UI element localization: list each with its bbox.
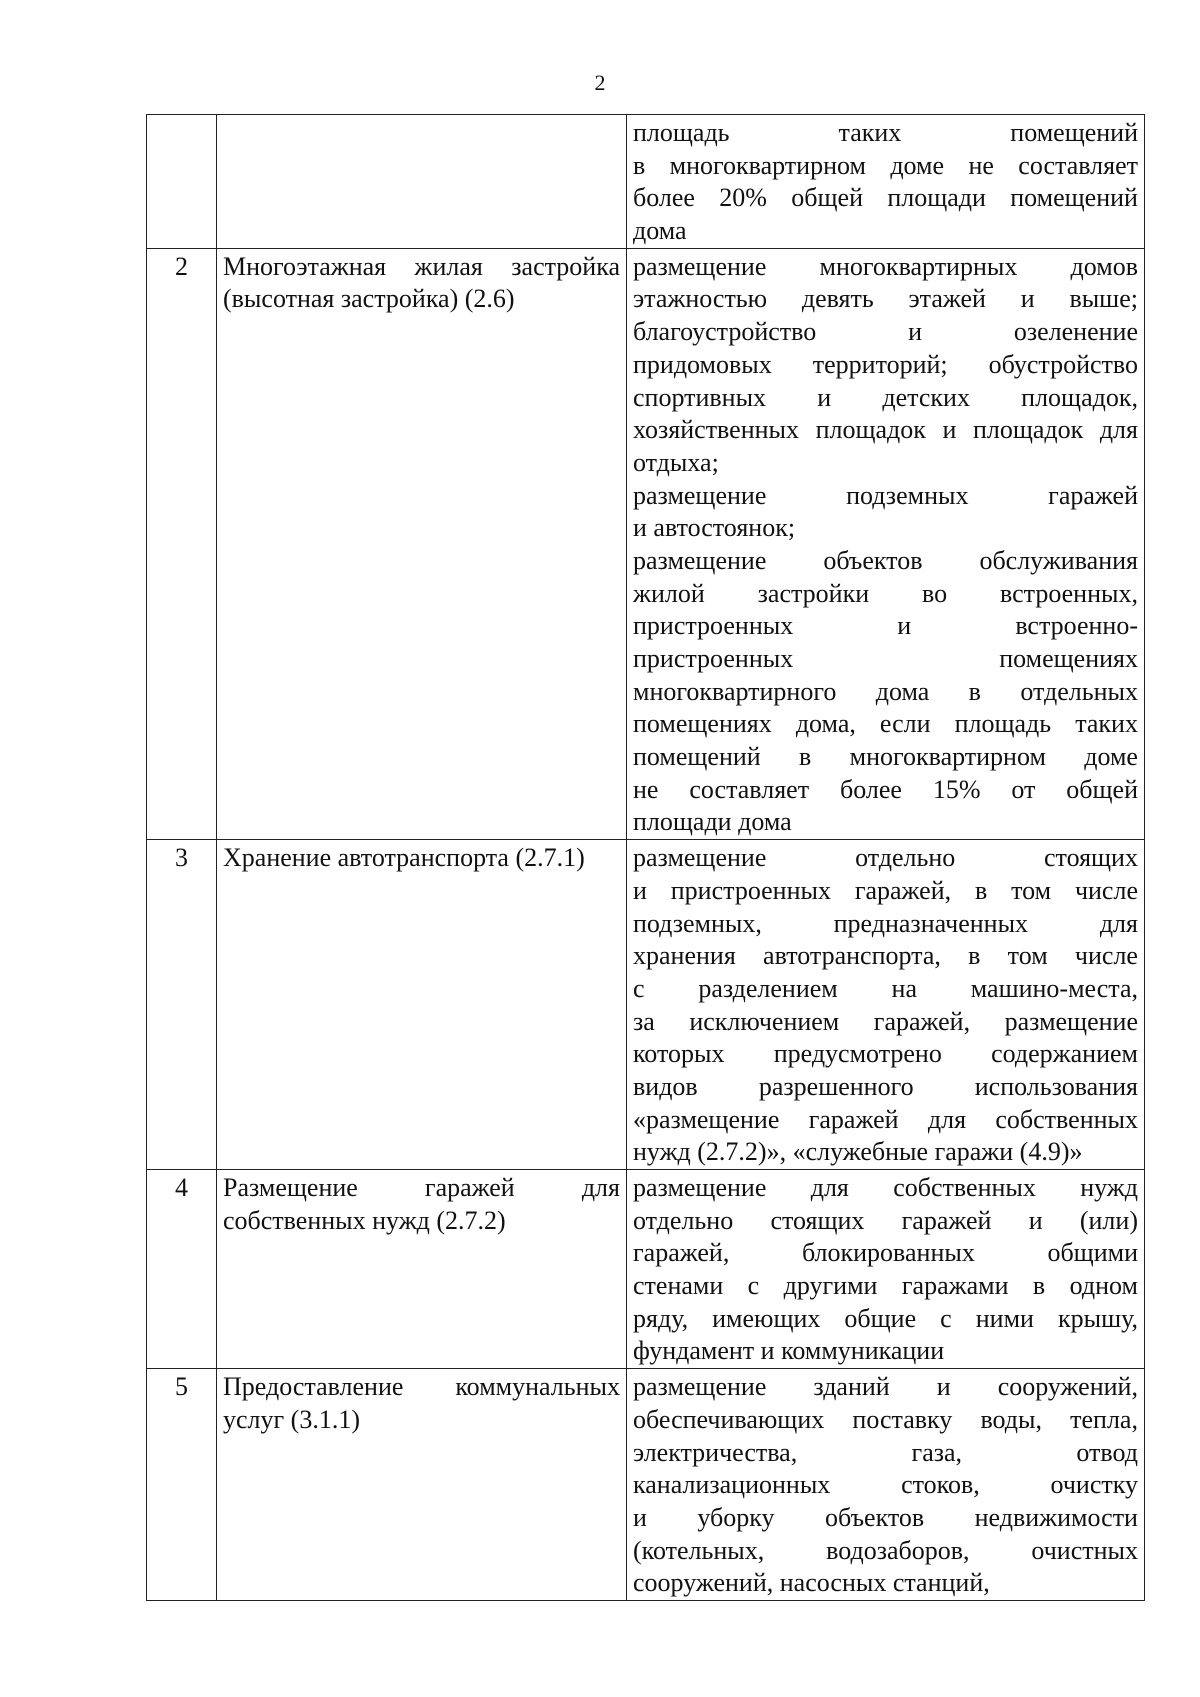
word: гаражей,	[633, 1238, 730, 1268]
land-use-type-name	[217, 840, 627, 1170]
word: гаражей	[808, 1104, 899, 1134]
text-line-content: и автостоянок;	[633, 513, 796, 543]
text-line	[633, 545, 1138, 578]
word: коммунальных	[455, 1372, 620, 1402]
word: очистку	[1050, 1470, 1138, 1500]
word: размещение	[633, 1173, 767, 1202]
word: составляет	[689, 774, 810, 804]
text-line	[223, 251, 620, 284]
text-line	[633, 215, 1138, 248]
word: на	[891, 973, 917, 1003]
word: стоков,	[901, 1470, 980, 1500]
word: (или)	[1079, 1205, 1138, 1235]
word: и	[1028, 1205, 1043, 1235]
word: за	[633, 1006, 655, 1036]
row-number	[147, 115, 217, 249]
land-use-description	[627, 1369, 1145, 1601]
word: водозаборов,	[826, 1535, 970, 1565]
word: недвижимости	[974, 1502, 1138, 1532]
word: размещение	[1004, 1006, 1138, 1036]
word: площадь	[633, 118, 730, 147]
word: обслуживания	[979, 545, 1138, 575]
word: помещений	[1010, 183, 1138, 213]
text-line	[633, 1469, 1138, 1502]
word: видов	[633, 1071, 698, 1101]
word: разрешенного	[758, 1071, 914, 1101]
text-line	[633, 1502, 1138, 1535]
word: помещений	[1010, 118, 1138, 147]
word: с	[940, 1303, 952, 1333]
word: обеспечивающих	[633, 1404, 825, 1434]
word: размещение	[633, 1372, 767, 1402]
word: собственных	[893, 1173, 1036, 1202]
word: блокированных	[801, 1238, 975, 1268]
row-number: 4	[147, 1170, 217, 1369]
word: объектов	[823, 545, 923, 575]
word: стоящих	[1044, 843, 1138, 873]
text-line	[633, 512, 1138, 545]
word: 20%	[719, 183, 767, 213]
word: для	[1099, 415, 1138, 445]
text-line	[633, 1371, 1138, 1404]
table-row	[147, 248, 1145, 839]
word: многоквартирном	[849, 742, 1046, 772]
word: размещение	[633, 545, 767, 575]
text-line	[633, 973, 1138, 1006]
word: содержанием	[991, 1039, 1138, 1069]
land-use-description	[627, 1170, 1145, 1369]
word: гаражей,	[873, 1006, 971, 1036]
word: этажей	[908, 284, 986, 314]
text-line	[633, 940, 1138, 973]
text-line	[633, 349, 1138, 382]
text-line	[633, 1303, 1138, 1336]
word: не	[968, 150, 994, 180]
word: для	[1099, 908, 1138, 938]
word: объектов	[825, 1502, 925, 1532]
text-line	[633, 842, 1138, 875]
word: крышу,	[1057, 1303, 1138, 1333]
word: одном	[1069, 1271, 1138, 1301]
text-line	[223, 283, 620, 316]
word: числе	[1074, 875, 1138, 905]
word: гаражей,	[854, 875, 952, 905]
word: помещениях	[633, 709, 772, 739]
text-line-content: (высотная застройка) (2.6)	[223, 284, 515, 314]
word: отдельно	[855, 843, 956, 873]
text-line	[633, 1567, 1138, 1600]
table-body	[147, 115, 1145, 1601]
text-line	[633, 610, 1138, 643]
word: многоквартирных	[819, 251, 1018, 281]
word: Предоставление	[223, 1372, 404, 1402]
word: уборку	[697, 1502, 775, 1532]
text-line	[633, 708, 1138, 741]
land-use-type-name	[217, 115, 627, 249]
word: общей	[791, 183, 863, 213]
word: с	[633, 973, 645, 1003]
word: для	[927, 1104, 967, 1134]
word: имеющих	[712, 1303, 821, 1333]
word: поставку	[852, 1404, 953, 1434]
row-number: 2	[147, 248, 217, 839]
word: и	[936, 1372, 951, 1402]
word: таких	[1075, 709, 1138, 739]
land-use-description	[627, 840, 1145, 1170]
word: общей	[1066, 774, 1138, 804]
word: озеленение	[1013, 317, 1138, 347]
word: благоустройство	[633, 317, 817, 347]
text-line	[633, 251, 1138, 284]
word: в	[799, 742, 812, 772]
word: отвод	[1076, 1437, 1138, 1467]
text-line	[633, 1038, 1138, 1071]
word: «размещение	[633, 1104, 780, 1134]
land-use-description	[627, 115, 1145, 249]
text-line	[633, 1136, 1138, 1169]
land-use-table	[146, 114, 1145, 1601]
word: и	[908, 317, 923, 347]
word: ними	[975, 1303, 1034, 1333]
word: жилой	[633, 578, 705, 608]
text-line	[633, 1437, 1138, 1470]
text-line	[633, 1071, 1138, 1104]
word: в	[633, 150, 646, 180]
word: и	[633, 1502, 647, 1532]
text-line	[633, 382, 1138, 415]
word: собственных	[995, 1104, 1138, 1134]
table-row	[147, 1170, 1145, 1369]
word: гаражей	[1048, 480, 1138, 510]
text-line-content: фундамент и коммуникации	[633, 1336, 945, 1366]
text-line	[633, 908, 1138, 941]
word: том	[1007, 941, 1048, 971]
word: хозяйственных	[633, 415, 800, 445]
word: девять	[801, 284, 874, 314]
word: пристроенных	[633, 611, 794, 641]
word: не	[633, 774, 659, 804]
text-line	[223, 1404, 620, 1437]
word: гаражами	[901, 1271, 1009, 1301]
text-line	[633, 676, 1138, 709]
word: зданий	[813, 1372, 890, 1402]
text-line	[633, 283, 1138, 316]
page-number: 2	[594, 70, 606, 95]
word: и	[1020, 284, 1035, 314]
word: жилая	[414, 251, 483, 281]
word: встроенно-	[1015, 611, 1138, 641]
word: размещение	[633, 480, 767, 510]
word: и	[633, 875, 647, 905]
word: предусмотрено	[773, 1039, 942, 1069]
word: отдельно	[633, 1205, 734, 1235]
word: площадок	[972, 415, 1084, 445]
text-line	[633, 578, 1138, 611]
text-line	[633, 447, 1138, 480]
word: сооружений,	[997, 1372, 1138, 1402]
text-line	[223, 1205, 620, 1238]
text-line-content: Хранение автотранспорта (2.7.1)	[223, 843, 585, 873]
word: в	[1032, 1271, 1046, 1301]
word: помещений	[633, 742, 761, 772]
table-row	[147, 115, 1145, 249]
word: помещениях	[999, 644, 1138, 673]
text-line-content: нужд (2.7.2)», «служебные гаражи (4.9)»	[633, 1137, 1083, 1167]
word: многоквартирном	[669, 150, 866, 180]
word: газа,	[911, 1437, 963, 1467]
word: ряду,	[633, 1303, 689, 1333]
word: более	[839, 774, 902, 804]
text-line	[633, 741, 1138, 774]
word: электричества,	[633, 1437, 798, 1467]
word: стоящих	[770, 1205, 865, 1235]
word: во	[922, 578, 948, 608]
word: подземных	[846, 480, 969, 510]
word: канализационных	[633, 1470, 831, 1500]
word: площадок	[815, 415, 926, 445]
word: от	[1011, 774, 1036, 804]
word: которых	[633, 1039, 725, 1069]
word: гаражей	[424, 1173, 515, 1202]
word: очистных	[1031, 1535, 1138, 1565]
text-line-content: площади дома	[633, 807, 792, 837]
word: использования	[974, 1071, 1138, 1101]
text-line	[633, 316, 1138, 349]
word: другими	[783, 1271, 878, 1301]
text-line	[223, 1371, 620, 1404]
text-line-content: дома	[633, 216, 687, 246]
word: подземных,	[633, 908, 762, 938]
word: площадь	[954, 709, 1052, 739]
text-line	[633, 774, 1138, 807]
word: Размещение	[223, 1173, 358, 1202]
word: для	[810, 1173, 849, 1202]
word: для	[581, 1173, 620, 1202]
word: в	[968, 676, 981, 706]
word: застройки	[757, 578, 870, 608]
word: и	[817, 382, 832, 412]
word: более	[633, 183, 695, 213]
word: этажностью	[633, 284, 768, 314]
text-line	[633, 1205, 1138, 1238]
text-line	[633, 643, 1138, 676]
text-line	[633, 875, 1138, 908]
word: территорий;	[812, 349, 948, 379]
word: исключением	[689, 1006, 840, 1036]
table-row	[147, 840, 1145, 1170]
text-line	[633, 1335, 1138, 1368]
text-line	[223, 1172, 620, 1205]
row-number: 3	[147, 840, 217, 1170]
text-line	[633, 480, 1138, 513]
text-line	[633, 1237, 1138, 1270]
word: размещение	[633, 251, 767, 281]
text-line-content: услуг (3.1.1)	[223, 1404, 360, 1434]
text-line	[633, 182, 1138, 215]
word: встроенных,	[999, 578, 1138, 608]
table-row	[147, 1369, 1145, 1601]
text-line-content: собственных нужд (2.7.2)	[223, 1205, 506, 1235]
word: 15%	[932, 774, 981, 804]
word: общими	[1047, 1238, 1138, 1268]
land-use-type-name	[217, 1170, 627, 1369]
word: пристроенных	[633, 644, 794, 673]
word: отдельных	[1020, 676, 1138, 706]
word: дома,	[795, 709, 856, 739]
text-line	[633, 414, 1138, 447]
word: пристроенных	[670, 875, 831, 905]
word: в	[974, 875, 988, 905]
word: и	[942, 415, 957, 445]
text-line	[633, 150, 1138, 183]
word: общие	[844, 1303, 917, 1333]
word: числе	[1074, 941, 1138, 971]
word: выше;	[1069, 284, 1138, 314]
text-line	[633, 1404, 1138, 1437]
text-line	[633, 1270, 1138, 1303]
word: доме	[1084, 742, 1138, 772]
word: воды,	[980, 1404, 1042, 1434]
word: нужд	[1080, 1173, 1138, 1202]
text-line	[633, 1104, 1138, 1137]
text-line	[633, 1172, 1138, 1205]
text-line	[633, 1006, 1138, 1039]
land-use-type-name	[217, 248, 627, 839]
word: если	[879, 709, 931, 739]
word: площадок,	[1021, 382, 1138, 412]
word: многоквартирного	[633, 676, 837, 706]
text-line	[633, 117, 1138, 150]
text-line-content: отдыха;	[633, 447, 719, 477]
text-line	[633, 1535, 1138, 1568]
word: (котельных,	[633, 1535, 765, 1565]
word: обустройство	[988, 349, 1138, 379]
word: площади	[887, 183, 986, 213]
word: машино-места,	[970, 973, 1138, 1003]
text-line	[223, 842, 620, 875]
word: и	[897, 611, 912, 641]
word: таких	[838, 118, 902, 147]
word: застройка	[511, 251, 620, 281]
word: тепла,	[1070, 1404, 1138, 1434]
word: автотранспорта,	[763, 941, 941, 971]
word: домов	[1070, 251, 1138, 281]
word: составляет	[1018, 150, 1138, 180]
word: детских	[882, 382, 970, 412]
word: доме	[890, 150, 945, 180]
word: дома	[875, 676, 930, 706]
land-use-description	[627, 248, 1145, 839]
word: том	[1011, 875, 1052, 905]
word: Многоэтажная	[223, 251, 387, 281]
word: размещение	[633, 843, 767, 873]
word: гаражей	[901, 1205, 992, 1235]
word: спортивных	[633, 382, 767, 412]
word: хранения	[633, 941, 736, 971]
word: стенами	[633, 1271, 724, 1301]
word: придомовых	[633, 349, 772, 379]
word: разделением	[698, 973, 838, 1003]
word: предназначенных	[833, 908, 1029, 938]
land-use-type-name	[217, 1369, 627, 1601]
row-number: 5	[147, 1369, 217, 1601]
text-line	[633, 806, 1138, 839]
word: в	[968, 941, 981, 971]
word: с	[747, 1271, 760, 1301]
text-line-content: сооружений, насосных станций,	[633, 1568, 990, 1598]
